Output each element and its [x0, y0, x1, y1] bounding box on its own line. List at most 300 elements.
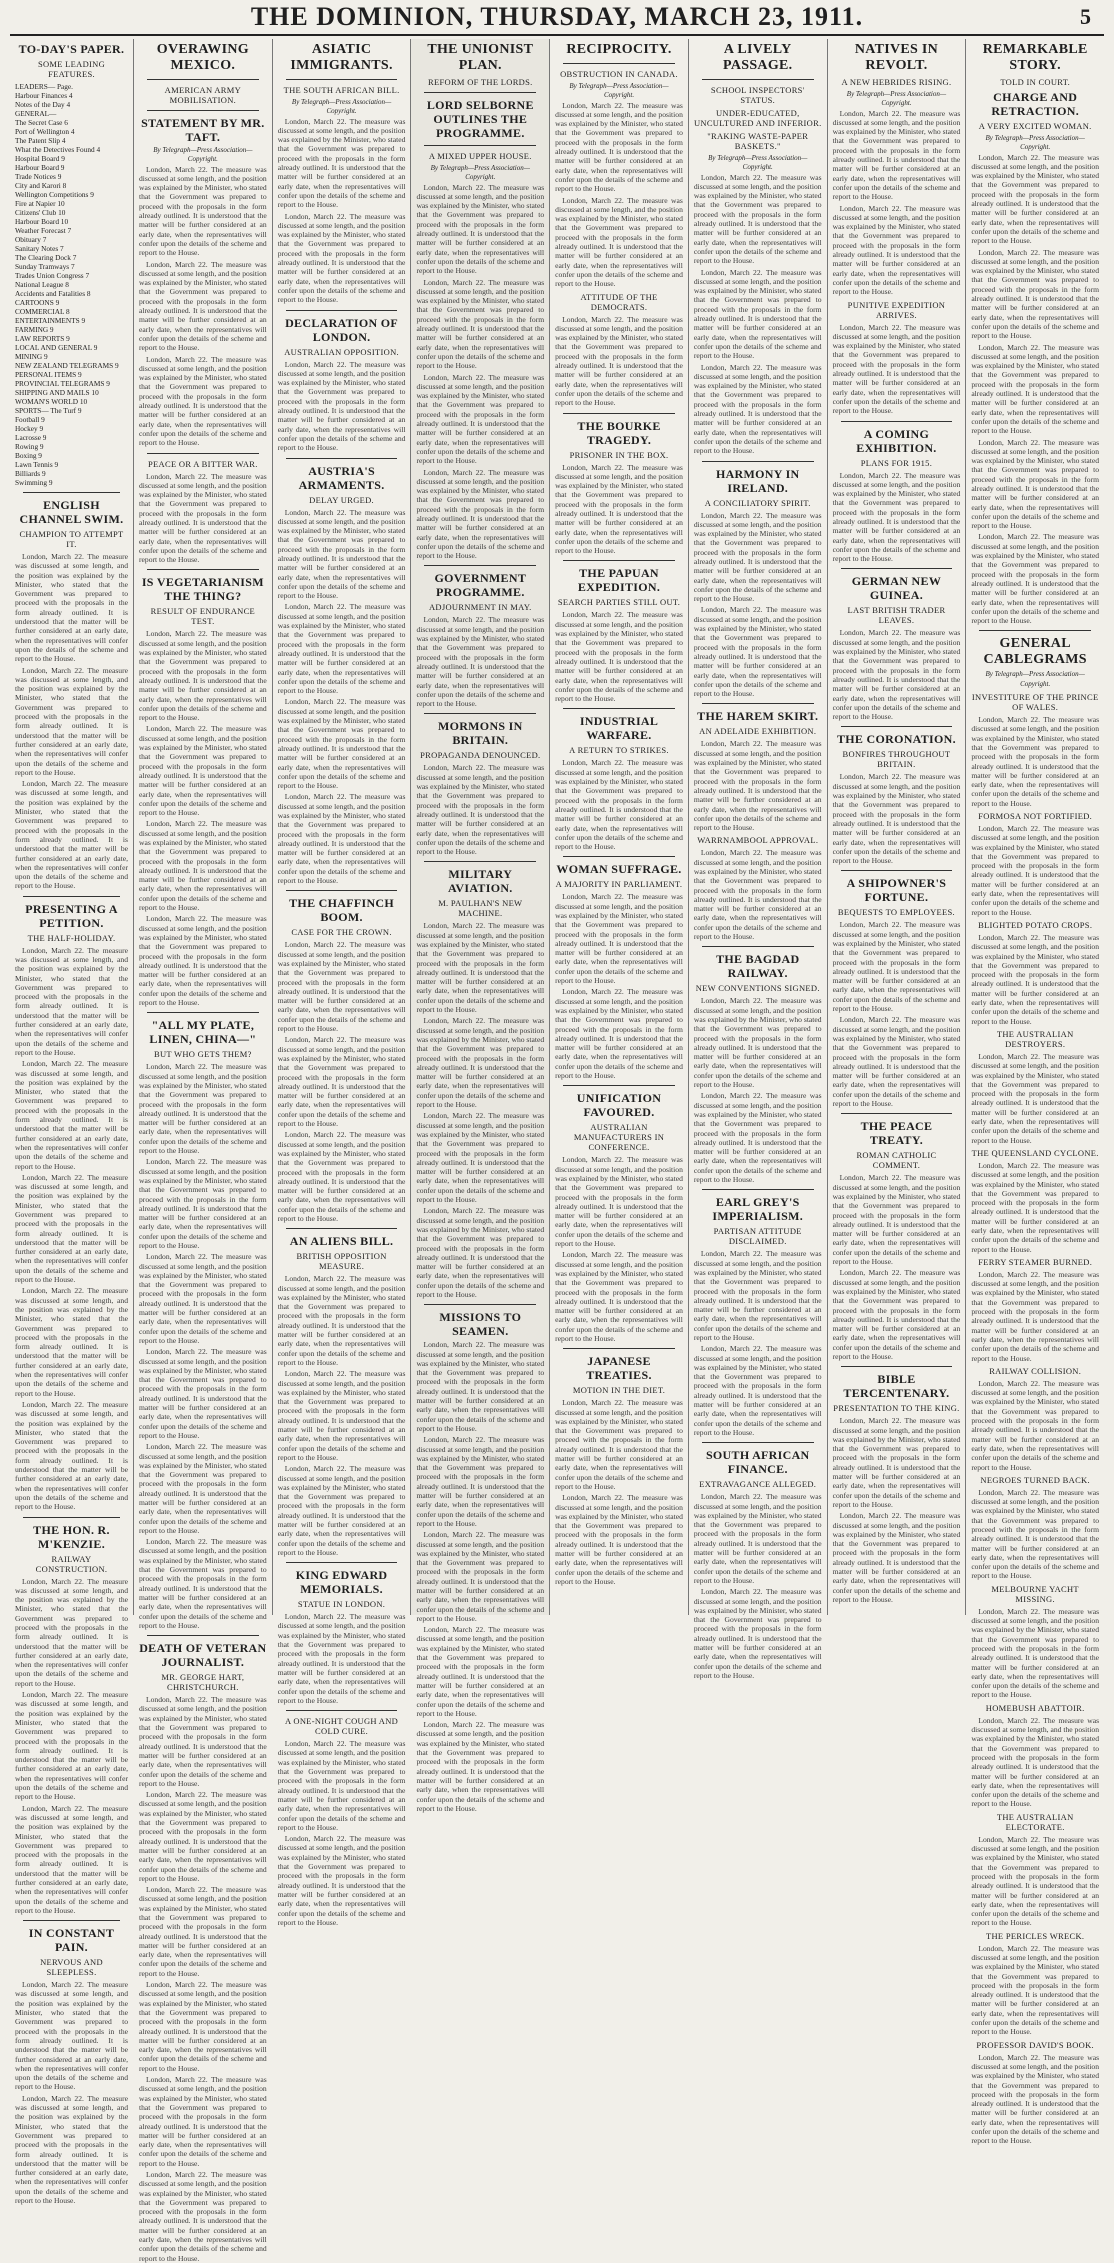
- divider: [841, 1113, 953, 1114]
- article-body: London, March 22. The measure was discussed at some length, and the position was explained by the Minister, who stated that the Government was prepared to proceed with the proposals in the form already outlined. It is understood that the matter will be further considered at an early date, when the representatives will confer upon the details of the scheme and report to the House.: [277, 602, 406, 696]
- article-body: London, March 22. The measure was discussed at some length, and the position was explained by the Minister, who stated that the Government was prepared to proceed with the proposals in the form already outlined. It is understood that the matter will be further considered at an early date, when the representatives will confer upon the details of the scheme and report to the House.: [693, 172, 822, 266]
- article-heading: "ALL MY PLATE, LINEN, CHINA—": [149, 1018, 257, 1047]
- article-body: London, March 22. The measure was discussed at some length, and the position was explained by the Minister, who stated that the Government was prepared to proceed with the proposals in the form already outlined. It is understood that the matter will be further considered at an early date, when the representatives will confer upon the details of the scheme and report to the House.: [971, 1715, 1100, 1809]
- article-body: London, March 22. The measure was discussed at some length, and the position was explained by the Minister, who stated that the Government was prepared to proceed with the proposals in the form already outlined. It is understood that the matter will be further considered at an early date, when the representatives will confer upon the details of the scheme and report to the House.: [555, 1398, 683, 1491]
- article-subheading: THE AUSTRALIAN ELECTORATE.: [996, 1811, 1074, 1832]
- divider: [841, 421, 953, 422]
- article-subheading: BONFIRES THROUGHOUT BRITAIN.: [842, 749, 951, 770]
- article-body: London, March 22. The measure was discussed at some length, and the position was explained by the Minister, who stated that the Government was prepared to proceed with the proposals in the form already outlined. It is understood that the matter will be further considered at an early date, when the representatives will confer upon the details of the scheme and report to the House.: [971, 1051, 1100, 1145]
- divider: [424, 861, 536, 862]
- article-subheading: THE SOUTH AFRICAN BILL.: [283, 85, 400, 95]
- article-subheading: A ONE-NIGHT COUGH AND COLD CURE.: [285, 1716, 399, 1737]
- article-body: London, March 22. The measure was discussed at some length, and the position was explained by the Minister, who stated that the Government was prepared to proceed with the proposals in the form already outlined. It is understood that the matter will be further considered at an early date, when the representatives will confer upon the details of the scheme and report to the House.: [971, 1834, 1100, 1928]
- divider: [147, 569, 259, 570]
- article-body: London, March 22. The measure was discussed at some length, and the position was explained by the Minister, who stated that the Government was prepared to proceed with the proposals in the form already outlined. It is understood that the matter will be further considered at an early date, when the representatives will confer upon the details of the scheme and report to the House.: [832, 920, 961, 1014]
- article-subheading: RAILWAY COLLISION.: [989, 1365, 1082, 1376]
- article-body: London, March 22. The measure was discussed at some length, and the position was explained by the Minister, who stated that the Government was prepared to proceed with the proposals in the form already outlined. It is understood that the matter will be further considered at an early date, when the representatives will confer upon the details of the scheme and report to the House.: [416, 1111, 545, 1205]
- divider: [563, 708, 675, 709]
- article-body: London, March 22. The measure was discussed at some length, and the position was explained by the Minister, who stated that the Government was prepared to proceed with the proposals in the form already outlined. It is understood that the matter will be further considered at an early date, when the representatives will confer upon the details of the scheme and report to the House.: [416, 1340, 545, 1433]
- article-subheading: BUT WHO GETS THEM?: [154, 1049, 252, 1060]
- article-subheading: AUSTRALIAN MANUFACTURERS IN CONFERENCE.: [573, 1122, 665, 1153]
- article-subheading: BEQUESTS TO EMPLOYEES.: [837, 907, 955, 918]
- article-body: London, March 22. The measure was discussed at some length, and the position was explained by the Minister, who stated that the Government was prepared to proceed with the proposals in the form already outlined. It is understood that the matter will be further considered at an early date, when the representatives will confer upon the details of the scheme and report to the House.: [15, 1172, 128, 1285]
- article-heading: HARMONY IN IRELAND.: [715, 466, 800, 495]
- article-body: London, March 22. The measure was discussed at some length, and the position was explained by the Minister, who stated that the Government was prepared to proceed with the proposals in the form already outlined. It is understood that the matter will be further considered at an early date, when the representatives will confer upon the details of the scheme and report to the House.: [416, 921, 545, 1015]
- article-body: London, March 22. The measure was discussed at some length, and the position was explained by the Minister, who stated that the Government was prepared to proceed with the proposals in the form already outlined. It is understood that the matter will be further considered at an early date, when the representatives will confer upon the details of the scheme and report to the House.: [416, 1720, 545, 1813]
- article-body: London, March 22. The measure was discussed at some length, and the position was explained by the Minister, who stated that the Government was prepared to proceed with the proposals in the form already outlined. It is understood that the matter will be further considered at an early date, when the representatives will confer upon the details of the scheme and report to the House.: [693, 1344, 822, 1437]
- article-subheading: CASE FOR THE CROWN.: [291, 927, 392, 938]
- article-subheading: REFORM OF THE LORDS.: [428, 77, 533, 87]
- index-item: Port of Wellington 4: [15, 127, 75, 136]
- index-item: Boxing 9: [15, 451, 42, 460]
- article-body: London, March 22. The measure was discussed at some length, and the position was explained by the Minister, who stated that the Government was prepared to proceed with the proposals in the form already outlined. It is understood that the matter will be further considered at an early date, when the representatives will confer upon the details of the scheme and report to the House.: [971, 2052, 1100, 2146]
- divider: [23, 1517, 120, 1518]
- article-body: London, March 22. The measure was discussed at some length, and the position was explained by the Minister, who stated that the Government was prepared to proceed with the proposals in the form already outlined. It is understood that the matter will be further considered at an early date, when the representatives will confer upon the details of the scheme and report to the House.: [971, 342, 1100, 436]
- article-body: London, March 22. The measure was discussed at some length, and the position was explained by the Minister, who stated that the Government was prepared to proceed with the proposals in the form already outlined. It is understood that the matter will be further considered at an early date, when the representatives will confer upon the details of the scheme and report to the House.: [15, 1286, 128, 1398]
- article-body: London, March 22. The measure was discussed at some length, and the position was explained by the Minister, who stated that the Government was prepared to proceed with the proposals in the form already outlined. It is understood that the matter will be further considered at an early date, when the representatives will confer upon the details of the scheme and report to the House.: [277, 1274, 406, 1367]
- article-body: London, March 22. The measure was discussed at some length, and the position was explained by the Minister, who stated that the Government was prepared to proceed with the proposals in the form already outlined. It is understood that the matter will be further considered at an early date, when the representatives will confer upon the details of the scheme and report to the House.: [693, 996, 822, 1090]
- article-subheading: "RAKING WASTE-PAPER BASKETS.": [707, 131, 809, 151]
- divider: [286, 1562, 398, 1563]
- article-heading: MISSIONS TO SEAMEN.: [439, 1310, 522, 1339]
- article-body: London, March 22. The measure was discussed at some length, and the position was explained by the Minister, who stated that the Government was prepared to proceed with the proposals in the form already outlined. It is understood that the matter will be further considered at an early date, when the representatives will confer upon the details of the scheme and report to the House.: [15, 1059, 128, 1171]
- article-heading: THE CHAFFINCH BOOM.: [289, 896, 395, 925]
- article-subheading: PUNITIVE EXPEDITION ARRIVES.: [847, 299, 946, 320]
- article-subheading: INVESTITURE OF THE PRINCE OF WALES.: [971, 692, 1099, 713]
- article-body: London, March 22. The measure was discussed at some length, and the position was explained by the Minister, who stated that the Government was prepared to proceed with the proposals in the form already outlined. It is understood that the matter will be further considered at an early date, when the representatives will confer upon the details of the scheme and report to the House.: [555, 100, 683, 194]
- article-body: London, March 22. The measure was discussed at some length, and the position was explained by the Minister, who stated that the Government was prepared to proceed with the proposals in the form already outlined. It is understood that the matter will be further considered at an early date, when the representatives will confer upon the details of the scheme and report to the House.: [277, 940, 406, 1034]
- article-body: London, March 22. The measure was discussed at some length, and the position was explained by the Minister, who stated that the Government was prepared to proceed with the proposals in the form already outlined. It is understood that the matter will be further considered at an early date, when the representatives will confer upon the details of the scheme and report to the House.: [277, 1834, 406, 1927]
- article-body: London, March 22. The measure was discussed at some length, and the position was explained by the Minister, who stated that the Government was prepared to proceed with the proposals in the form already outlined. It is understood that the matter will be further considered at an early date, when the representatives will confer upon the details of the scheme and report to the House.: [15, 1399, 128, 1512]
- article-body: London, March 22. The measure was discussed at some length, and the position was explained by the Minister, who stated that the Government was prepared to proceed with the proposals in the form already outlined. It is understood that the matter will be further considered at an early date, when the representatives will confer upon the details of the scheme and report to the House.: [832, 108, 961, 202]
- index-item: GENERAL—: [15, 109, 57, 118]
- article-subheading: NEW CONVENTIONS SIGNED.: [695, 983, 820, 994]
- index-item: Rowing 9: [15, 442, 44, 451]
- article-subheading: A NEW HEBRIDES RISING.: [841, 77, 952, 87]
- article-subheading: CHAMPION TO ATTEMPT IT.: [19, 529, 124, 549]
- article-subheading: PRISONER IN THE BOX.: [569, 449, 669, 460]
- article-subheading: SEARCH PARTIES STILL OUT.: [557, 597, 681, 608]
- article-body: London, March 22. The measure was discussed at some length, and the position was explained by the Minister, who stated that the Government was prepared to proceed with the proposals in the form already outlined. It is understood that the matter will be further considered at an early date, when the representatives will confer upon the details of the scheme and report to the House.: [15, 665, 128, 777]
- article-body: London, March 22. The measure was discussed at some length, and the position was explained by the Minister, who stated that the Government was prepared to proceed with the proposals in the form already outlined. It is understood that the matter will be further considered at an early date, when the representatives will confer upon the details of the scheme and report to the House.: [139, 2075, 267, 2168]
- masthead-title: THE DOMINION, THURSDAY, MARCH 23, 1911.: [250, 2, 864, 31]
- index-item: Wellington Competitions 9: [15, 190, 94, 199]
- divider: [147, 79, 259, 80]
- article-body: London, March 22. The measure was discussed at some length, and the position was explained by the Minister, who stated that the Government was prepared to proceed with the proposals in the form already outlined. It is understood that the matter will be further considered at an early date, when the representatives will confer upon the details of the scheme and report to the House.: [139, 914, 267, 1008]
- article-body: London, March 22. The measure was discussed at some length, and the position was explained by the Minister, who stated that the Government was prepared to proceed with the proposals in the form already outlined. It is understood that the matter will be further considered at an early date, when the representatives will confer upon the details of the scheme and report to the House.: [971, 1378, 1100, 1472]
- column-8: [966, 39, 1104, 2146]
- article-body: London, March 22. The measure was discussed at some length, and the position was explained by the Minister, who stated that the Government was prepared to proceed with the proposals in the form already outlined. It is understood that the matter will be further considered at an early date, when the representatives will confer upon the details of the scheme and report to the House.: [555, 1493, 683, 1586]
- index-item: Harbour Board 10: [15, 217, 69, 226]
- index-item: COMMERCIAL 8: [15, 307, 70, 316]
- index-item: Sanitary Notes 7: [15, 244, 64, 253]
- article-heading: THE HON. R. M'KENZIE.: [33, 1522, 110, 1551]
- article-heading: JAPANESE TREATIES.: [586, 1354, 652, 1383]
- article-heading: UNIFICATION FAVOURED.: [576, 1091, 662, 1120]
- divider: [563, 63, 675, 64]
- article-body: London, March 22. The measure was discussed at some length, and the position was explained by the Minister, who stated that the Government was prepared to proceed with the proposals in the form already outlined. It is understood that the matter will be further considered at an early date, when the representatives will confer upon the details of the scheme and report to the House.: [139, 1980, 267, 2073]
- article-body: London, March 22. The measure was discussed at some length, and the position was explained by the Minister, who stated that the Government was prepared to proceed with the proposals in the form already outlined. It is understood that the matter will be further considered at an early date, when the representatives will confer upon the details of the scheme and report to the House.: [15, 779, 128, 891]
- article-subheading: PROPAGANDA DENOUNCED.: [420, 750, 541, 761]
- divider: [841, 568, 953, 569]
- article-body: London, March 22. The measure was discussed at some length, and the position was explained by the Minister, who stated that the Government was prepared to proceed with the proposals in the form already outlined. It is understood that the matter will be further considered at an early date, when the representatives will confer upon the details of the scheme and report to the House.: [971, 1606, 1100, 1700]
- article-heading: ENGLISH CHANNEL SWIM.: [19, 498, 124, 526]
- article-heading: MORMONS IN BRITAIN.: [437, 719, 523, 748]
- article-subheading: PLANS FOR 1915.: [860, 457, 933, 468]
- article-body: London, March 22. The measure was discussed at some length, and the position was explained by the Minister, who stated that the Government was prepared to proceed with the proposals in the form already outlined. It is understood that the matter will be further considered at an early date, when the representatives will confer upon the details of the scheme and report to the House.: [832, 470, 961, 564]
- columns: [10, 39, 1104, 2263]
- article-heading: BIBLE TERCENTENARY.: [843, 1372, 950, 1401]
- article-heading: THE UNIONIST PLAN.: [427, 42, 534, 73]
- article-subheading: LAST BRITISH TRADER LEAVES.: [847, 605, 946, 626]
- article-body: London, March 22. The measure was discussed at some length, and the position was explained by the Minister, who stated that the Government was prepared to proceed with the proposals in the form already outlined. It is understood that the matter will be further considered at an early date, when the representatives will confer upon the details of the scheme and report to the House.: [139, 471, 267, 565]
- article-body: London, March 22. The measure was discussed at some length, and the position was explained by the Minister, who stated that the Government was prepared to proceed with the proposals in the form already outlined. It is understood that the matter will be further considered at an early date, when the representatives will confer upon the details of the scheme and report to the House.: [555, 314, 683, 408]
- article-body: London, March 22. The measure was discussed at some length, and the position was explained by the Minister, who stated that the Government was prepared to proceed with the proposals in the form already outlined. It is understood that the matter will be further considered at an early date, when the representatives will confer upon the details of the scheme and report to the House.: [277, 359, 406, 453]
- article-body: London, March 22. The measure was discussed at some length, and the position was explained by the Minister, who stated that the Government was prepared to proceed with the proposals in the form already outlined. It is understood that the matter will be further considered at an early date, when the representatives will confer upon the details of the scheme and report to the House.: [416, 615, 545, 709]
- index-item: Billiards 9: [15, 469, 46, 478]
- article-body: London, March 22. The measure was discussed at some length, and the position was explained by the Minister, who stated that the Government was prepared to proceed with the proposals in the form already outlined. It is understood that the matter will be further considered at an early date, when the representatives will confer upon the details of the scheme and report to the House.: [832, 1173, 961, 1267]
- article-subheading: AN ADELAIDE EXHIBITION.: [699, 726, 817, 737]
- divider: [286, 1228, 398, 1229]
- article-subheading: UNDER-EDUCATED, UNCULTURED AND INFERIOR.: [693, 108, 822, 128]
- article-body: London, March 22. The measure was discussed at some length, and the position was explained by the Minister, who stated that the Government was prepared to proceed with the proposals in the form already outlined. It is understood that the matter will be further considered at an early date, when the representatives will confer upon the details of the scheme and report to the House.: [555, 892, 683, 986]
- article-body: London, March 22. The measure was discussed at some length, and the position was explained by the Minister, who stated that the Government was prepared to proceed with the proposals in the form already outlined. It is understood that the matter will be further considered at an early date, when the representatives will confer upon the details of the scheme and report to the House.: [139, 1157, 267, 1250]
- divider: [147, 1635, 259, 1636]
- article-heading: GOVERNMENT PROGRAMME.: [434, 571, 527, 600]
- article-subheading: BLIGHTED POTATO CROPS.: [978, 919, 1093, 930]
- divider: [841, 870, 953, 871]
- divider: [563, 856, 675, 857]
- index-item: LOCAL AND GENERAL 9: [15, 343, 98, 352]
- index-item: Swimming 9: [15, 478, 53, 487]
- article-body: London, March 22. The measure was discussed at some length, and the position was explained by the Minister, who stated that the Government was prepared to proceed with the proposals in the form already outlined. It is understood that the matter will be further considered at an early date, when the representatives will confer upon the details of the scheme and report to the House.: [971, 247, 1100, 341]
- column-4: [411, 39, 550, 1813]
- divider: [23, 492, 120, 493]
- article-body: London, March 22. The measure was discussed at some length, and the position was explained by the Minister, who stated that the Government was prepared to proceed with the proposals in the form already outlined. It is understood that the matter will be further considered at an early date, when the representatives will confer upon the details of the scheme and report to the House.: [15, 552, 128, 664]
- article-body: London, March 22. The measure was discussed at some length, and the position was explained by the Minister, who stated that the Government was prepared to proceed with the proposals in the form already outlined. It is understood that the matter will be further considered at an early date, when the representatives will confer upon the details of the scheme and report to the House.: [416, 1625, 545, 1718]
- article-heading: MILITARY AVIATION.: [447, 867, 513, 896]
- article-subheading: NEGROES TURNED BACK.: [980, 1474, 1090, 1485]
- index-item: Football 9: [15, 415, 45, 424]
- article-body: London, March 22. The measure was discussed at some length, and the position was explained by the Minister, who stated that the Government was prepared to proceed with the proposals in the form already outlined. It is understood that the matter will be further considered at an early date, when the representatives will confer upon the details of the scheme and report to the House.: [416, 182, 545, 276]
- divider: [286, 890, 398, 891]
- article-heading: AN ALIENS BILL.: [289, 1234, 394, 1249]
- article-body: London, March 22. The measure was discussed at some length, and the position was explained by the Minister, who stated that the Government was prepared to proceed with the proposals in the form already outlined. It is understood that the matter will be further considered at an early date, when the representatives will confer upon the details of the scheme and report to the House.: [832, 772, 961, 866]
- article-body: London, March 22. The measure was discussed at some length, and the position was explained by the Minister, who stated that the Government was prepared to proceed with the proposals in the form already outlined. It is understood that the matter will be further considered at an early date, when the representatives will confer upon the details of the scheme and report to the House.: [971, 715, 1100, 808]
- divider: [424, 145, 536, 146]
- article-body: London, March 22. The measure was discussed at some length, and the position was explained by the Minister, who stated that the Government was prepared to proceed with the proposals in the form already outlined. It is understood that the matter will be further considered at an early date, when the representatives will confer upon the details of the scheme and report to the House.: [832, 322, 961, 416]
- article-body: London, March 22. The measure was discussed at some length, and the position was explained by the Minister, who stated that the Government was prepared to proceed with the proposals in the form already outlined. It is understood that the matter will be further considered at an early date, when the representatives will confer upon the details of the scheme and report to the House.: [832, 203, 961, 297]
- article-body: London, March 22. The measure was discussed at some length, and the position was explained by the Minister, who stated that the Government was prepared to proceed with the proposals in the form already outlined. It is understood that the matter will be further considered at an early date, when the representatives will confer upon the details of the scheme and report to the House.: [832, 1511, 961, 1604]
- article-subheading: EXTRAVAGANCE ALLEGED.: [699, 1479, 817, 1490]
- article-body: London, March 22. The measure was discussed at some length, and the position was explained by the Minister, who stated that the Government was prepared to proceed with the proposals in the form already outlined. It is understood that the matter will be further considered at an early date, when the representatives will confer upon the details of the scheme and report to the House.: [832, 1416, 961, 1509]
- index-item: SHIPPING AND MAILS 10: [15, 388, 99, 397]
- article-body: London, March 22. The measure was discussed at some length, and the position was explained by the Minister, who stated that the Government was prepared to proceed with the proposals in the form already outlined. It is understood that the matter will be further considered at an early date, when the representatives will confer upon the details of the scheme and report to the House.: [277, 1035, 406, 1129]
- divider: [286, 310, 398, 311]
- article-subheading: AUSTRALIAN OPPOSITION.: [284, 346, 399, 357]
- masthead: [10, 0, 1104, 36]
- divider: [424, 713, 536, 714]
- divider: [841, 726, 953, 727]
- divider: [286, 1710, 398, 1711]
- index-list: [15, 82, 128, 487]
- byline: By Telegraph—Press Association—Copyright.: [846, 90, 947, 108]
- article-subheading: PRESENTATION TO THE KING.: [833, 1403, 960, 1414]
- article-heading: THE PEACE TREATY.: [860, 1119, 933, 1148]
- index-item: WOMAN'S WORLD 10: [15, 397, 88, 406]
- article-body: London, March 22. The measure was discussed at some length, and the position was explained by the Minister, who stated that the Government was prepared to proceed with the proposals in the form already outlined. It is understood that the matter will be further considered at an early date, when the representatives will confer upon the details of the scheme and report to the House.: [416, 1206, 545, 1299]
- article-heading: DEATH OF VETERAN JOURNALIST.: [139, 1641, 267, 1670]
- article-subheading: THE QUEENSLAND CYCLONE.: [971, 1147, 1099, 1158]
- divider: [563, 1085, 675, 1086]
- article-heading: GERMAN NEW GUINEA.: [851, 574, 942, 603]
- article-body: London, March 22. The measure was discussed at some length, and the position was explained by the Minister, who stated that the Government was prepared to proceed with the proposals in the form already outlined. It is understood that the matter will be further considered at an early date, when the representatives will confer upon the details of the scheme and report to the House.: [693, 848, 822, 942]
- column-2: [134, 39, 273, 2263]
- article-body: London, March 22. The measure was discussed at some length, and the position was explained by the Minister, who stated that the Government was prepared to proceed with the proposals in the form already outlined. It is understood that the matter will be further considered at an early date, when the representatives will confer upon the details of the scheme and report to the House.: [555, 462, 683, 556]
- article-heading: PRESENTING A PETITION.: [25, 901, 118, 930]
- article-subheading: NERVOUS AND SLEEPLESS.: [40, 1957, 103, 1978]
- divider: [563, 560, 675, 561]
- article-body: London, March 22. The measure was discussed at some length, and the position was explained by the Minister, who stated that the Government was prepared to proceed with the proposals in the form already outlined. It is understood that the matter will be further considered at an early date, when the representatives will confer upon the details of the scheme and report to the House.: [971, 1160, 1100, 1254]
- article-body: London, March 22. The measure was discussed at some length, and the position was explained by the Minister, who stated that the Government was prepared to proceed with the proposals in the form already outlined. It is understood that the matter will be further considered at an early date, when the representatives will confer upon the details of the scheme and report to the House.: [693, 267, 822, 361]
- article-subheading: THE AUSTRALIAN DESTROYERS.: [996, 1028, 1074, 1049]
- byline: By Telegraph—Press Association—Copyright.: [291, 98, 392, 116]
- article-body: London, March 22. The measure was discussed at some length, and the position was explained by the Minister, who stated that the Government was prepared to proceed with the proposals in the form already outlined. It is understood that the matter will be further considered at an early date, when the representatives will confer upon the details of the scheme and report to the House.: [139, 164, 267, 258]
- article-heading: THE HAREM SKIRT.: [697, 709, 819, 724]
- article-heading: CHARGE AND RETRACTION.: [991, 90, 1079, 118]
- article-subheading: MELBOURNE YACHT MISSING.: [991, 1583, 1079, 1604]
- index-item: PERSONAL ITEMS 9: [15, 370, 82, 379]
- article-body: London, March 22. The measure was discussed at some length, and the position was explained by the Minister, who stated that the Government was prepared to proceed with the proposals in the form already outlined. It is understood that the matter will be further considered at an early date, when the representatives will confer upon the details of the scheme and report to the House.: [277, 211, 406, 305]
- divider: [23, 896, 120, 897]
- column-6: [689, 39, 828, 1680]
- article-body: London, March 22. The measure was discussed at some length, and the position was explained by the Minister, who stated that the Government was prepared to proceed with the proposals in the form already outlined. It is understood that the matter will be further considered at an early date, when the representatives will confer upon the details of the scheme and report to the House.: [15, 2093, 128, 2206]
- article-body: London, March 22. The measure was discussed at some length, and the position was explained by the Minister, who stated that the Government was prepared to proceed with the proposals in the form already outlined. It is understood that the matter will be further considered at an early date, when the representatives will confer upon the details of the scheme and report to the House.: [416, 763, 545, 857]
- article-subheading: RAILWAY CONSTRUCTION.: [35, 1553, 108, 1574]
- article-body: London, March 22. The measure was discussed at some length, and the position was explained by the Minister, who stated that the Government was prepared to proceed with the proposals in the form already outlined. It is understood that the matter will be further considered at an early date, when the representatives will confer upon the details of the scheme and report to the House.: [832, 1268, 961, 1361]
- article-body: London, March 22. The measure was discussed at some length, and the position was explained by the Minister, who stated that the Government was prepared to proceed with the proposals in the form already outlined. It is understood that the matter will be further considered at an early date, when the representatives will confer upon the details of the scheme and report to the House.: [832, 628, 961, 722]
- index-item: Accidents and Fatalities 8: [15, 289, 91, 298]
- article-heading: INDUSTRIAL WARFARE.: [579, 714, 659, 743]
- article-body: London, March 22. The measure was discussed at some length, and the position was explained by the Minister, who stated that the Government was prepared to proceed with the proposals in the form already outlined. It is understood that the matter will be further considered at an early date, when the representatives will confer upon the details of the scheme and report to the House.: [15, 1803, 128, 1915]
- article-subheading: THE HALF-HOLIDAY.: [27, 932, 116, 943]
- article-body: London, March 22. The measure was discussed at some length, and the position was explained by the Minister, who stated that the Government was prepared to proceed with the proposals in the form already outlined. It is understood that the matter will be further considered at an early date, when the representatives will confer upon the details of the scheme and report to the House.: [15, 1980, 128, 2092]
- article-heading: THE CORONATION.: [836, 732, 956, 747]
- article-subheading: HOMEBUSH ABATTOIR.: [985, 1702, 1085, 1713]
- article-body: London, March 22. The measure was discussed at some length, and the position was explained by the Minister, who stated that the Government was prepared to proceed with the proposals in the form already outlined. It is understood that the matter will be further considered at an early date, when the representatives will confer upon the details of the scheme and report to the House.: [416, 1530, 545, 1623]
- divider: [147, 453, 259, 454]
- article-body: London, March 22. The measure was discussed at some length, and the position was explained by the Minister, who stated that the Government was prepared to proceed with the proposals in the form already outlined. It is understood that the matter will be further considered at an early date, when the representatives will confer upon the details of the scheme and report to the House.: [971, 824, 1100, 917]
- divider: [702, 461, 814, 462]
- index-item: LEADERS— Page.: [15, 82, 73, 91]
- article-body: London, March 22. The measure was discussed at some length, and the position was explained by the Minister, who stated that the Government was prepared to proceed with the proposals in the form already outlined. It is understood that the matter will be further considered at an early date, when the representatives will confer upon the details of the scheme and report to the House.: [139, 1885, 267, 1978]
- divider: [286, 458, 398, 459]
- article-body: London, March 22. The measure was discussed at some length, and the position was explained by the Minister, who stated that the Government was prepared to proceed with the proposals in the form already outlined. It is understood that the matter will be further considered at an early date, when the representatives will confer upon the details of the scheme and report to the House.: [971, 1943, 1100, 2037]
- article-heading: LORD SELBORNE OUTLINES THE PROGRAMME.: [426, 98, 534, 140]
- divider: [563, 1348, 675, 1349]
- article-body: London, March 22. The measure was discussed at some length, and the position was explained by the Minister, who stated that the Government was prepared to proceed with the proposals in the form already outlined. It is understood that the matter will be further considered at an early date, when the representatives will confer upon the details of the scheme and report to the House.: [416, 1435, 545, 1528]
- column-3: [273, 39, 412, 1927]
- article-body: London, March 22. The measure was discussed at some length, and the position was explained by the Minister, who stated that the Government was prepared to proceed with the proposals in the form already outlined. It is understood that the matter will be further considered at an early date, when the representatives will confer upon the details of the scheme and report to the House.: [971, 437, 1100, 531]
- article-heading: RECIPROCITY.: [566, 42, 672, 57]
- divider: [702, 946, 814, 947]
- article-subheading: TOLD IN COURT.: [1000, 77, 1071, 87]
- article-body: London, March 22. The measure was discussed at some length, and the position was explained by the Minister, who stated that the Government was prepared to proceed with the proposals in the form already outlined. It is understood that the matter will be further considered at an early date, when the representatives will confer upon the details of the scheme and report to the House.: [832, 1015, 961, 1109]
- index-item: Harbour Board 9: [15, 163, 65, 172]
- article-body: London, March 22. The measure was discussed at some length, and the position was explained by the Minister, who stated that the Government was prepared to proceed with the proposals in the form already outlined. It is understood that the matter will be further considered at an early date, when the representatives will confer upon the details of the scheme and report to the House.: [277, 1739, 406, 1832]
- article-body: London, March 22. The measure was discussed at some length, and the position was explained by the Minister, who stated that the Government was prepared to proceed with the proposals in the form already outlined. It is understood that the matter will be further considered at an early date, when the representatives will confer upon the details of the scheme and report to the House.: [693, 510, 822, 604]
- index-item: NEW ZEALAND TELEGRAMS 9: [15, 361, 119, 370]
- article-body: London, March 22. The measure was discussed at some length, and the position was explained by the Minister, who stated that the Government was prepared to proceed with the proposals in the form already outlined. It is understood that the matter will be further considered at an early date, when the representatives will confer upon the details of the scheme and report to the House.: [139, 2170, 267, 2263]
- index-item: Obituary 7: [15, 235, 47, 244]
- index-item: LAW REPORTS 9: [15, 334, 70, 343]
- byline: By Telegraph—Press Association—Copyright.: [153, 146, 253, 164]
- article-body: London, March 22. The measure was discussed at some length, and the position was explained by the Minister, who stated that the Government was prepared to proceed with the proposals in the form already outlined. It is understood that the matter will be further considered at an early date, when the representatives will confer upon the details of the scheme and report to the House.: [139, 354, 267, 448]
- divider: [702, 703, 814, 704]
- article-body: London, March 22. The measure was discussed at some length, and the position was explained by the Minister, who stated that the Government was prepared to proceed with the proposals in the form already outlined. It is understood that the matter will be further considered at an early date, when the representatives will confer upon the details of the scheme and report to the House.: [555, 1250, 683, 1343]
- article-heading: A SHIPOWNER'S FORTUNE.: [846, 876, 947, 905]
- article-subheading: M. PAULHAN'S NEW MACHINE.: [438, 898, 523, 919]
- byline: By Telegraph—Press Association—Copyright.: [985, 670, 1085, 688]
- article-subheading: MOTION IN THE DIET.: [572, 1385, 666, 1396]
- article-body: London, March 22. The measure was discussed at some length, and the position was explained by the Minister, who stated that the Government was prepared to proceed with the proposals in the form already outlined. It is understood that the matter will be further considered at an early date, when the representatives will confer upon the details of the scheme and report to the House.: [971, 532, 1100, 626]
- byline: By Telegraph—Press Association—Copyright.: [430, 164, 530, 182]
- article-subheading: PARTISAN ATTITUDE DISCLAIMED.: [713, 1226, 802, 1247]
- article-body: London, March 22. The measure was discussed at some length, and the position was explained by the Minister, who stated that the Government was prepared to proceed with the proposals in the form already outlined. It is understood that the matter will be further considered at an early date, when the representatives will confer upon the details of the scheme and report to the House.: [277, 697, 406, 791]
- article-body: London, March 22. The measure was discussed at some length, and the position was explained by the Minister, who stated that the Government was prepared to proceed with the proposals in the form already outlined. It is understood that the matter will be further considered at an early date, when the representatives will confer upon the details of the scheme and report to the House.: [416, 1016, 545, 1110]
- article-heading: KING EDWARD MEMORIALS.: [295, 1568, 388, 1597]
- index-item: Harbour Finances 4: [15, 91, 73, 100]
- article-body: London, March 22. The measure was discussed at some length, and the position was explained by the Minister, who stated that the Government was prepared to proceed with the proposals in the form already outlined. It is understood that the matter will be further considered at an early date, when the representatives will confer upon the details of the scheme and report to the House.: [693, 605, 822, 699]
- article-heading: A LIVELY PASSAGE.: [723, 42, 793, 73]
- index-item: Notes of the Day 4: [15, 100, 71, 109]
- article-subheading: A MAJORITY IN PARLIAMENT.: [555, 879, 683, 890]
- article-heading: NATIVES IN REVOLT.: [854, 42, 939, 73]
- article-subheading: ATTITUDE OF THE DEMOCRATS.: [580, 291, 658, 312]
- article-body: London, March 22. The measure was discussed at some length, and the position was explained by the Minister, who stated that the Government was prepared to proceed with the proposals in the form already outlined. It is understood that the matter will be further considered at an early date, when the representatives will confer upon the details of the scheme and report to the House.: [416, 277, 545, 371]
- index-item: CARTOONS 9: [15, 298, 60, 307]
- article-subheading: BRITISH OPPOSITION MEASURE.: [296, 1251, 387, 1272]
- article-body: London, March 22. The measure was discussed at some length, and the position was explained by the Minister, who stated that the Government was prepared to proceed with the proposals in the form already outlined. It is understood that the matter will be further considered at an early date, when the representatives will confer upon the details of the scheme and report to the House.: [139, 819, 267, 913]
- article-body: London, March 22. The measure was discussed at some length, and the position was explained by the Minister, who stated that the Government was prepared to proceed with the proposals in the form already outlined. It is understood that the matter will be further considered at an early date, when the representatives will confer upon the details of the scheme and report to the House.: [693, 1091, 822, 1185]
- article-heading: WOMAN SUFFRAGE.: [556, 862, 682, 877]
- article-subheading: AMERICAN ARMY MOBILISATION.: [164, 85, 242, 105]
- todays-paper-subheading: SOME LEADING FEATURES.: [37, 59, 106, 79]
- article-heading: AUSTRIA'S ARMAMENTS.: [298, 463, 385, 492]
- article-body: London, March 22. The measure was discussed at some length, and the position was explained by the Minister, who stated that the Government was prepared to proceed with the proposals in the form already outlined. It is understood that the matter will be further considered at an early date, when the representatives will confer upon the details of the scheme and report to the House.: [277, 116, 406, 210]
- article-subheading: THE PERICLES WRECK.: [986, 1930, 1085, 1941]
- page-number: 5: [1080, 4, 1092, 29]
- index-item: National League 8: [15, 280, 69, 289]
- article-heading: A COMING EXHIBITION.: [856, 426, 937, 455]
- article-subheading: ADJOURNMENT IN MAY.: [428, 602, 532, 613]
- article-heading: SOUTH AFRICAN FINANCE.: [705, 1448, 810, 1477]
- divider: [286, 79, 398, 80]
- article-subheading: FERRY STEAMER BURNED.: [978, 1256, 1093, 1267]
- index-item: Trade Notices 9: [15, 172, 62, 181]
- index-item: Hockey 9: [15, 424, 44, 433]
- divider: [563, 413, 675, 414]
- divider: [147, 110, 259, 111]
- divider: [147, 1012, 259, 1013]
- article-body: London, March 22. The measure was discussed at some length, and the position was explained by the Minister, who stated that the Government was prepared to proceed with the proposals in the form already outlined. It is understood that the matter will be further considered at an early date, when the representatives will confer upon the details of the scheme and report to the House.: [971, 1269, 1100, 1363]
- divider: [979, 630, 1091, 631]
- article-heading: THE BOURKE TRAGEDY.: [577, 418, 661, 447]
- article-heading: DECLARATION OF LONDON.: [285, 315, 399, 344]
- index-item: The Clearing Dock 7: [15, 253, 77, 262]
- index-item: City and Karori 8: [15, 181, 67, 190]
- divider: [702, 1189, 814, 1190]
- article-subheading: OBSTRUCTION IN CANADA.: [560, 69, 678, 79]
- article-subheading: PROFESSOR DAVID'S BOOK.: [976, 2039, 1094, 2050]
- article-heading: ASIATIC IMMIGRANTS.: [290, 42, 393, 73]
- divider: [841, 1366, 953, 1367]
- column-1: [10, 39, 134, 2206]
- article-body: London, March 22. The measure was discussed at some length, and the position was explained by the Minister, who stated that the Government was prepared to proceed with the proposals in the form already outlined. It is understood that the matter will be further considered at an early date, when the representatives will confer upon the details of the scheme and report to the House.: [139, 259, 267, 353]
- index-item: Weather Forecast 7: [15, 226, 72, 235]
- article-body: London, March 22. The measure was discussed at some length, and the position was explained by the Minister, who stated that the Government was prepared to proceed with the proposals in the form already outlined. It is understood that the matter will be further considered at an early date, when the representatives will confer upon the details of the scheme and report to the House.: [277, 1369, 406, 1462]
- column-7: [828, 39, 967, 1615]
- article-body: London, March 22. The measure was discussed at some length, and the position was explained by the Minister, who stated that the Government was prepared to proceed with the proposals in the form already outlined. It is understood that the matter will be further considered at an early date, when the representatives will confer upon the details of the scheme and report to the House.: [693, 1249, 822, 1342]
- article-body: London, March 22. The measure was discussed at some length, and the position was explained by the Minister, who stated that the Government was prepared to proceed with the proposals in the form already outlined. It is understood that the matter will be further considered at an early date, when the representatives will confer upon the details of the scheme and report to the House.: [277, 1464, 406, 1557]
- divider: [702, 1442, 814, 1443]
- divider: [424, 1304, 536, 1305]
- divider: [424, 92, 536, 93]
- article-body: London, March 22. The measure was discussed at some length, and the position was explained by the Minister, who stated that the Government was prepared to proceed with the proposals in the form already outlined. It is understood that the matter will be further considered at an early date, when the representatives will confer upon the details of the scheme and report to the House.: [139, 1347, 267, 1440]
- index-item: ENTERTAINMENTS 9: [15, 316, 86, 325]
- article-body: London, March 22. The measure was discussed at some length, and the position was explained by the Minister, who stated that the Government was prepared to proceed with the proposals in the form already outlined. It is understood that the matter will be further considered at an early date, when the representatives will confer upon the details of the scheme and report to the House.: [139, 1442, 267, 1535]
- article-subheading: STATUE IN LONDON.: [297, 1599, 386, 1610]
- index-item: The Secret Case 6: [15, 118, 68, 127]
- article-subheading: DELAY URGED.: [309, 494, 374, 505]
- index-item: Sunday Tramways 7: [15, 262, 75, 271]
- article-subheading: A CONCILIATORY SPIRIT.: [704, 497, 811, 508]
- article-body: London, March 22. The measure was discussed at some length, and the position was explained by the Minister, who stated that the Government was prepared to proceed with the proposals in the form already outlined. It is understood that the matter will be further considered at an early date, when the representatives will confer upon the details of the scheme and report to the House.: [555, 758, 683, 852]
- index-item: Lacrosse 9: [15, 433, 47, 442]
- article-body: London, March 22. The measure was discussed at some length, and the position was explained by the Minister, who stated that the Government was prepared to proceed with the proposals in the form already outlined. It is understood that the matter will be further considered at an early date, when the representatives will confer upon the details of the scheme and report to the House.: [416, 372, 545, 466]
- index-item: Trades Union Congress 7: [15, 271, 90, 280]
- article-body: London, March 22. The measure was discussed at some length, and the position was explained by the Minister, who stated that the Government was prepared to proceed with the proposals in the form already outlined. It is understood that the matter will be further considered at an early date, when the representatives will confer upon the details of the scheme and report to the House.: [139, 724, 267, 818]
- article-body: London, March 22. The measure was discussed at some length, and the position was explained by the Minister, who stated that the Government was prepared to proceed with the proposals in the form already outlined. It is understood that the matter will be further considered at an early date, when the representatives will confer upon the details of the scheme and report to the House.: [555, 195, 683, 289]
- article-body: London, March 22. The measure was discussed at some length, and the position was explained by the Minister, who stated that the Government was prepared to proceed with the proposals in the form already outlined. It is understood that the matter will be further considered at an early date, when the representatives will confer upon the details of the scheme and report to the House.: [693, 1587, 822, 1680]
- index-item: Hospital Board 9: [15, 154, 65, 163]
- byline: By Telegraph—Press Association—Copyright.: [985, 134, 1085, 152]
- article-subheading: A RETURN TO STRIKES.: [569, 745, 669, 756]
- article-body: London, March 22. The measure was discussed at some length, and the position was explained by the Minister, who stated that the Government was prepared to proceed with the proposals in the form already outlined. It is understood that the matter will be further considered at an early date, when the representatives will confer upon the details of the scheme and report to the House.: [971, 1487, 1100, 1581]
- article-body: London, March 22. The measure was discussed at some length, and the position was explained by the Minister, who stated that the Government was prepared to proceed with the proposals in the form already outlined. It is understood that the matter will be further considered at an early date, when the representatives will confer upon the details of the scheme and report to the House.: [971, 932, 1100, 1026]
- article-body: London, March 22. The measure was discussed at some length, and the position was explained by the Minister, who stated that the Government was prepared to proceed with the proposals in the form already outlined. It is understood that the matter will be further considered at an early date, when the representatives will confer upon the details of the scheme and report to the House.: [139, 1790, 267, 1883]
- article-body: London, March 22. The measure was discussed at some length, and the position was explained by the Minister, who stated that the Government was prepared to proceed with the proposals in the form already outlined. It is understood that the matter will be further considered at an early date, when the representatives will confer upon the details of the scheme and report to the House.: [693, 739, 822, 833]
- article-heading: THE BAGDAD RAILWAY.: [716, 952, 800, 981]
- byline: By Telegraph—Press Association—Copyright.: [569, 82, 669, 100]
- article-body: London, March 22. The measure was discussed at some length, and the position was explained by the Minister, who stated that the Government was prepared to proceed with the proposals in the form already outlined. It is understood that the matter will be further considered at an early date, when the representatives will confer upon the details of the scheme and report to the House.: [277, 1130, 406, 1223]
- index-item: Fire at Napier 10: [15, 199, 65, 208]
- index-item: PROVINCIAL TELEGRAMS 9: [15, 379, 110, 388]
- index-item: MINING 9: [15, 352, 48, 361]
- article-body: London, March 22. The measure was discussed at some length, and the position was explained by the Minister, who stated that the Government was prepared to proceed with the proposals in the form already outlined. It is understood that the matter will be further considered at an early date, when the representatives will confer upon the details of the scheme and report to the House.: [277, 507, 406, 601]
- index-item: SPORTS— The Turf 9: [15, 406, 82, 415]
- article-body: London, March 22. The measure was discussed at some length, and the position was explained by the Minister, who stated that the Government was prepared to proceed with the proposals in the form already outlined. It is understood that the matter will be further considered at an early date, when the representatives will confer upon the details of the scheme and report to the House.: [277, 792, 406, 886]
- article-subheading: PEACE OR A BITTER WAR.: [148, 458, 258, 469]
- article-heading: STATEMENT BY MR. TAFT.: [141, 116, 265, 144]
- column-5: [550, 39, 689, 1615]
- divider: [424, 565, 536, 566]
- article-body: London, March 22. The measure was discussed at some length, and the position was explained by the Minister, who stated that the Government was prepared to proceed with the proposals in the form already outlined. It is understood that the matter will be further considered at an early date, when the representatives will confer upon the details of the scheme and report to the House.: [693, 1492, 822, 1585]
- article-subheading: MR. GEORGE HART, CHRISTCHURCH.: [161, 1672, 245, 1693]
- todays-paper-heading: TO-DAY'S PAPER.: [18, 42, 125, 56]
- index-item: The Patent Slip 4: [15, 136, 66, 145]
- article-body: London, March 22. The measure was discussed at some length, and the position was explained by the Minister, who stated that the Government was prepared to proceed with the proposals in the form already outlined. It is understood that the matter will be further considered at an early date, when the representatives will confer upon the details of the scheme and report to the House.: [555, 987, 683, 1081]
